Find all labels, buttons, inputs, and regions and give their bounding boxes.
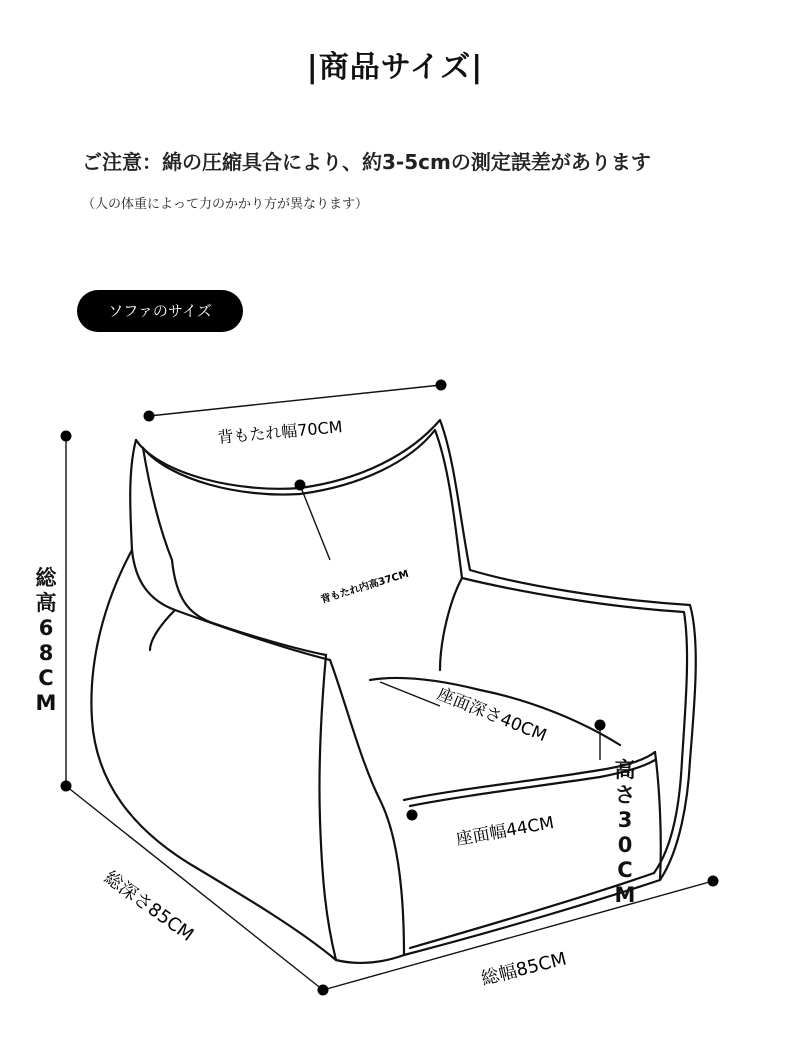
total-width-label: 総幅85CM	[479, 948, 569, 990]
endpoint-dot	[595, 720, 606, 731]
measurement-notice: ご注意：綿の圧縮具合により、約3-5cmの測定誤差があります	[82, 150, 651, 174]
section-badge: ソファのサイズ	[77, 290, 243, 332]
seat-height-label: 高 さ 3 0 C M	[614, 758, 636, 907]
endpoint-dot	[436, 380, 447, 391]
endpoint-dot	[61, 431, 72, 442]
seat-width-label: 座面幅44CM	[454, 813, 556, 850]
endpoint-dot	[144, 411, 155, 422]
total-height-label: 総 高 6 8 C M	[35, 566, 57, 715]
page-title: |商品サイズ|	[306, 50, 484, 85]
total-depth-line	[66, 786, 323, 990]
endpoint-dot	[708, 876, 719, 887]
backrest-width-line	[149, 385, 441, 416]
seat-depth-label: 座面深さ40CM	[434, 684, 550, 747]
backrest-inner-height-line	[300, 485, 330, 560]
endpoint-dot	[295, 480, 306, 491]
endpoint-dot	[61, 781, 72, 792]
sofa-outline	[91, 420, 695, 963]
total-depth-label: 総深さ85CM	[100, 867, 198, 946]
backrest-width-label: 背もたれ幅70CM	[216, 417, 344, 447]
endpoint-dot	[318, 985, 329, 996]
backrest-inner-height-label: 背もたれ内高37CM	[319, 568, 411, 606]
endpoint-dot	[407, 810, 418, 821]
measurement-subnotice: （人の体重によって力のかかり方が異なります）	[82, 197, 369, 212]
seat-depth-line	[380, 682, 440, 706]
